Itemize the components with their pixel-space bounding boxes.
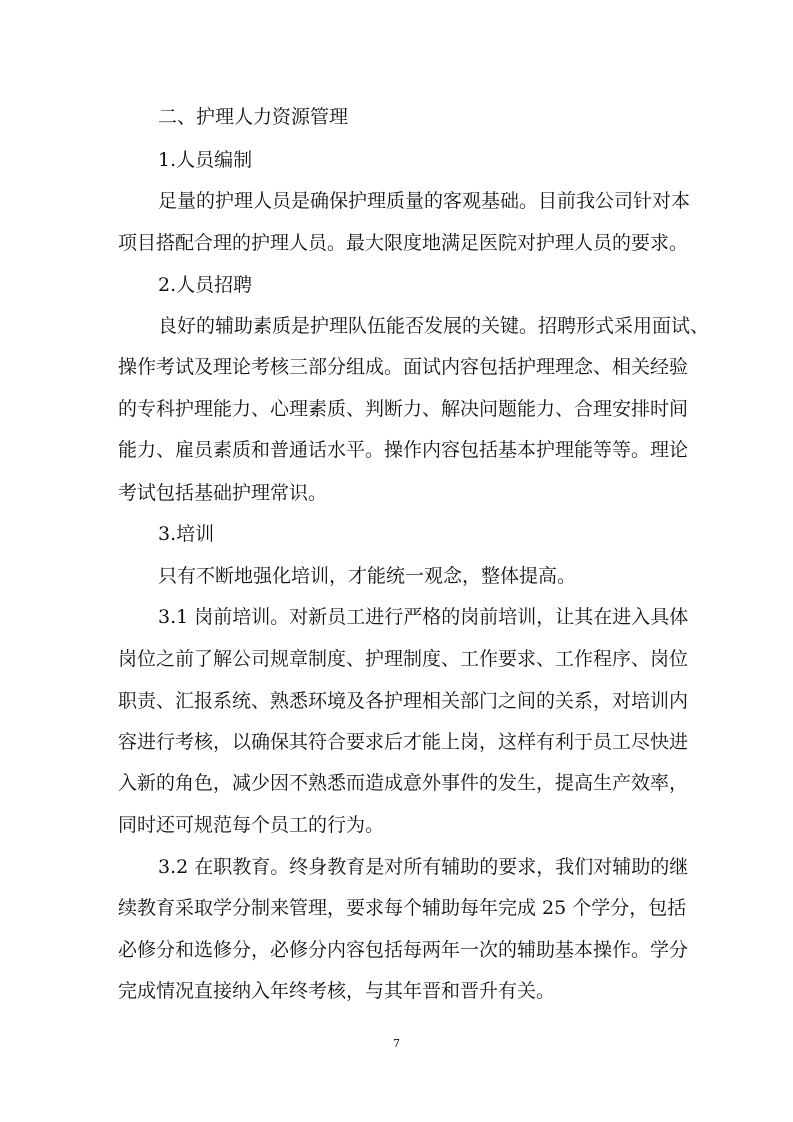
text-line: 岗位之前了解公司规章制度、护理制度、工作要求、工作程序、岗位 <box>118 648 689 670</box>
subheading-recruitment: 2.人员招聘 <box>158 274 253 296</box>
text-line: 容进行考核，以确保其符合要求后才能上岗，这样有利于员工尽快进 <box>118 731 689 753</box>
text-line: 操作考试及理论考核三部分组成。面试内容包括护理理念、相关经验 <box>118 356 689 378</box>
text-line: 入新的角色，减少因不熟悉而造成意外事件的发生，提高生产效率， <box>118 772 689 794</box>
text-line: 职责、汇报系统、熟悉环境及各护理相关部门之间的关系，对培训内 <box>118 690 689 712</box>
text-line: 项目搭配合理的护理人员。最大限度地满足医院对护理人员的要求。 <box>118 232 689 254</box>
page-number: 7 <box>393 1037 400 1050</box>
text-line: 续教育采取学分制来管理，要求每个辅助每年完成 25 个学分，包括 <box>118 897 687 919</box>
text-line: 考试包括基础护理常识。 <box>118 482 328 504</box>
text-line: 3.2 在职教育。终身教育是对所有辅助的要求，我们对辅助的继 <box>158 856 689 878</box>
text-line: 同时还可规范每个员工的行为。 <box>118 814 385 836</box>
text-line: 足量的护理人员是确保护理质量的客观基础。目前我公司针对本 <box>158 190 691 212</box>
subheading-training: 3.培训 <box>158 523 215 545</box>
text-line: 良好的辅助素质是护理队伍能否发展的关键。招聘形式采用面试、 <box>158 315 710 337</box>
text-line: 能力、雇员素质和普通话水平。操作内容包括基本护理能等等。理论 <box>118 439 689 461</box>
text-line: 必修分和选修分，必修分内容包括每两年一次的辅助基本操作。学分 <box>118 939 689 961</box>
text-line: 的专科护理能力、心理素质、判断力、解决问题能力、合理安排时间 <box>118 398 689 420</box>
text-line: 3.1 岗前培训。对新员工进行严格的岗前培训，让其在进入具体 <box>158 606 689 628</box>
subheading-staffing: 1.人员编制 <box>158 149 253 171</box>
text-line: 只有不断地强化培训，才能统一观念，整体提高。 <box>158 565 577 587</box>
text-line: 完成情况直接纳入年终考核，与其年晋和晋升有关。 <box>118 980 556 1002</box>
section-heading: 二、护理人力资源管理 <box>158 106 349 128</box>
